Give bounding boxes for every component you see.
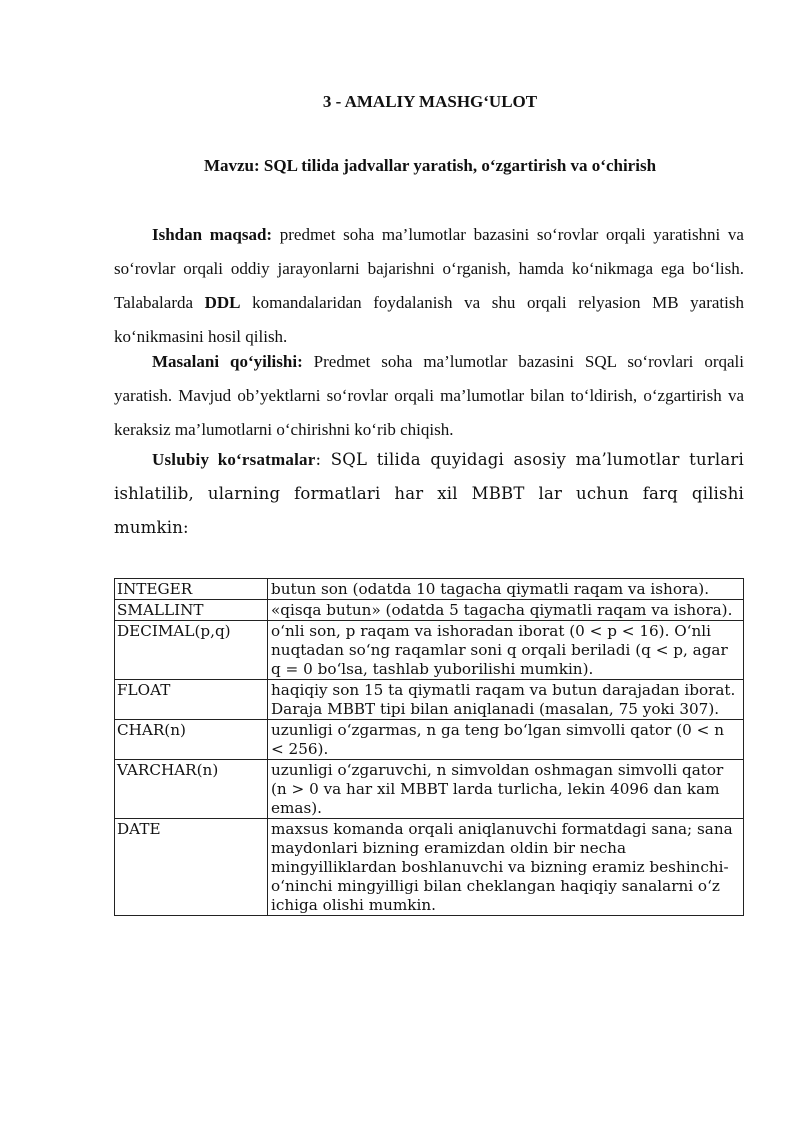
table-row <box>115 680 744 720</box>
type-description: «qisqa butun» (odatda 5 tagacha qiymatli raqam va ishora). <box>268 600 744 621</box>
type-name: VARCHAR(n) <box>115 760 268 819</box>
goal-paragraph <box>114 218 744 354</box>
type-description: uzunligi o‘zgarmas, n ga teng bo‘lgan simvolli qator (0 < n < 256). <box>268 720 744 760</box>
table-row <box>115 579 744 600</box>
table-row <box>115 819 744 916</box>
task-paragraph <box>114 345 744 447</box>
type-description: haqiqiy son 15 ta qiymatli raqam va butun darajadan iborat. Daraja MBBT tipi bilan aniqlanadi (masalan, 75 yoki 307). <box>268 680 744 720</box>
type-description: butun son (odatda 10 tagacha qiymatli raqam va ishora). <box>268 579 744 600</box>
method-text: : SQL tilida quyidagi asosiy ma’lumotlar turlari ishlatilib, ularning formatlari har xil MBBT lar uchun farq qilishi mumkin: <box>114 450 744 537</box>
data-types-table <box>114 578 744 916</box>
goal-label: Ishdan maqsad: <box>152 225 273 244</box>
type-description: uzunligi o‘zgaruvchi, n simvoldan oshmagan simvolli qator (n > 0 va har xil MBBT larda turlicha, lekin 4096 dan kam emas). <box>268 760 744 819</box>
type-name: INTEGER <box>115 579 268 600</box>
type-name: CHAR(n) <box>115 720 268 760</box>
ddl-term: DDL <box>204 293 241 312</box>
task-label: Masalani qo‘yilishi: <box>152 352 303 371</box>
subject-heading: Mavzu: SQL tilida jadvallar yaratish, o‘zgartirish va o‘chirish <box>203 156 657 175</box>
table-row <box>115 760 744 819</box>
type-name: DECIMAL(p,q) <box>115 621 268 680</box>
type-description: maxsus komanda orqali aniqlanuvchi formatdagi sana; sana maydonlari bizning eramizdan oldin bir necha mingyilliklardan boshlanuvchi va bizning eramiz beshinchi-o‘ninchi mingyilligi bilan cheklangan haqiqiy sanalarni o‘z ichiga olishi mumkin. <box>268 819 744 916</box>
table-row <box>115 720 744 760</box>
method-paragraph <box>114 443 744 545</box>
type-description: o‘nli son, p raqam va ishoradan iborat (0 < p < 16). O‘nli nuqtadan so‘ng raqamlar soni q orqali beriladi (q < p, agar q = 0 bo‘lsa, tashlab yuborilishi mumkin). <box>268 621 744 680</box>
table-row <box>115 600 744 621</box>
method-label: Uslubiy ko‘rsatmalar <box>152 450 316 469</box>
task-text: Predmet soha ma’lumotlar bazasini SQL so‘rovlari orqali yaratish. Mavjud ob’yektlarni so‘rovlar orqali ma’lumotlar bilan to‘ldirish, o‘zgartirish va keraksiz ma’lumotlarni o‘chirishni ko‘rib chiqish. <box>114 352 744 439</box>
type-name: SMALLINT <box>115 600 268 621</box>
type-name: FLOAT <box>115 680 268 720</box>
goal-text-a: predmet soha ma’lumotlar bazasini so‘rovlar orqali yaratishni va so‘rovlar orqali oddiy jarayonlarni bajarishni o‘rganish, hamda ko‘nikmaga ega bo‘lish. Talabalarda <box>114 225 744 312</box>
page-title: 3 - AMALIY MASHG‘ULOT <box>322 92 538 111</box>
type-name: DATE <box>115 819 268 916</box>
goal-text-b: komandalaridan foydalanish va shu orqali relyasion MB yaratish ko‘nikmasini hosil qilish. <box>114 293 744 346</box>
table-row <box>115 621 744 680</box>
